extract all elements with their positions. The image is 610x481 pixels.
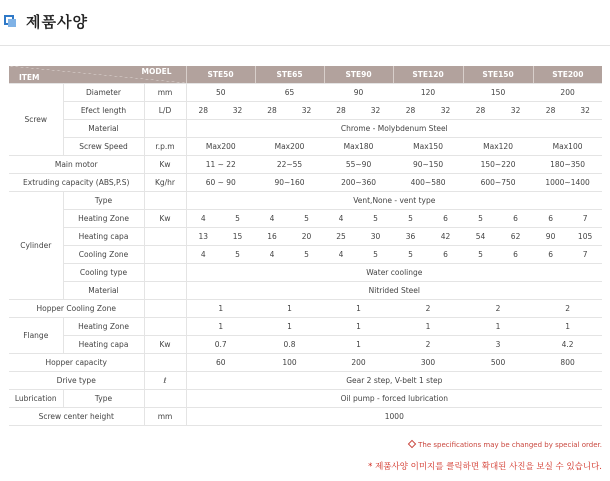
- value-cell: Max120: [463, 137, 533, 155]
- value-cell: Max200: [186, 137, 255, 155]
- value-cell: Gear 2 step, V-belt 1 step: [186, 371, 602, 389]
- group-label-lubrication: Lubrication: [9, 389, 63, 407]
- value-cell: 36: [393, 227, 428, 245]
- model-ste150: STE150: [463, 66, 533, 83]
- value-cell: 5: [289, 209, 324, 227]
- row-label: Heating Zone: [63, 317, 144, 335]
- page-header: [0, 0, 610, 46]
- value-cell: 2: [463, 299, 533, 317]
- model-ste200: STE200: [533, 66, 602, 83]
- table-row: [9, 173, 602, 191]
- value-cell: 400~580: [393, 173, 463, 191]
- value-cell: 200: [533, 83, 602, 101]
- value-cell: 60: [186, 353, 255, 371]
- row-unit: Kw: [144, 209, 186, 227]
- value-cell: 5: [358, 209, 393, 227]
- value-cell: 5: [220, 245, 255, 263]
- row-unit: [144, 281, 186, 299]
- model-ste120: STE120: [393, 66, 463, 83]
- value-cell: 90~150: [393, 155, 463, 173]
- value-cell: 4: [186, 209, 220, 227]
- value-cell: 1: [186, 299, 255, 317]
- value-cell: 6: [533, 209, 568, 227]
- value-cell: 32: [498, 101, 533, 119]
- value-cell: 60 ~ 90: [186, 173, 255, 191]
- item-model-header: [9, 66, 186, 83]
- value-cell: 105: [568, 227, 602, 245]
- value-cell: 6: [498, 245, 533, 263]
- value-cell: 1: [324, 317, 393, 335]
- value-cell: 180~350: [533, 155, 602, 173]
- spec-change-note: [409, 441, 602, 449]
- value-cell: 20: [289, 227, 324, 245]
- value-cell: 6: [498, 209, 533, 227]
- row-label: Hopper capacity: [9, 353, 144, 371]
- table-row: [9, 281, 602, 299]
- value-cell: 1: [324, 299, 393, 317]
- table-row: [9, 263, 602, 281]
- value-cell: 6: [428, 245, 463, 263]
- value-cell: 150: [463, 83, 533, 101]
- value-cell: 32: [289, 101, 324, 119]
- value-cell: 4: [255, 245, 289, 263]
- value-cell: 5: [463, 245, 498, 263]
- value-cell: Max150: [393, 137, 463, 155]
- row-unit: Kw: [144, 155, 186, 173]
- row-unit: [144, 119, 186, 137]
- value-cell: 1000~1400: [533, 173, 602, 191]
- value-cell: 5: [289, 245, 324, 263]
- row-label: Diameter: [63, 83, 144, 101]
- row-unit: [144, 191, 186, 209]
- value-cell: 150~220: [463, 155, 533, 173]
- value-cell: 62: [498, 227, 533, 245]
- value-cell: 25: [324, 227, 358, 245]
- value-cell: 800: [533, 353, 602, 371]
- group-label-cylinder: Cylinder: [9, 191, 63, 299]
- value-cell: 22~55: [255, 155, 324, 173]
- value-cell: 2: [533, 299, 602, 317]
- row-unit: r.p.m: [144, 137, 186, 155]
- model-ste90: STE90: [324, 66, 393, 83]
- value-cell: 32: [358, 101, 393, 119]
- item-header: ITEM: [19, 72, 40, 82]
- row-label: Cooling type: [63, 263, 144, 281]
- row-label: Hopper Cooling Zone: [9, 299, 144, 317]
- value-cell: 1: [255, 317, 324, 335]
- row-unit: [144, 389, 186, 407]
- value-cell: Max180: [324, 137, 393, 155]
- row-label: Screw center height: [9, 407, 144, 425]
- row-unit: [144, 317, 186, 335]
- value-cell: 90: [533, 227, 568, 245]
- value-cell: 4: [324, 209, 358, 227]
- value-cell: 120: [393, 83, 463, 101]
- value-cell: 32: [428, 101, 463, 119]
- value-cell: 1: [324, 335, 393, 353]
- value-cell: 500: [463, 353, 533, 371]
- value-cell: 5: [358, 245, 393, 263]
- title-divider: [0, 45, 610, 46]
- table-row: [9, 245, 602, 263]
- value-cell: 32: [220, 101, 255, 119]
- row-label: Cooling Zone: [63, 245, 144, 263]
- value-cell: Oil pump - forced lubrication: [186, 389, 602, 407]
- model-ste65: STE65: [255, 66, 324, 83]
- table-row: [9, 389, 602, 407]
- value-cell: 6: [428, 209, 463, 227]
- table-row: [9, 317, 602, 335]
- value-cell: 28: [463, 101, 498, 119]
- row-unit: [144, 263, 186, 281]
- page-title: 제품사양: [26, 13, 88, 31]
- value-cell: Nitrided Steel: [186, 281, 602, 299]
- value-cell: 15: [220, 227, 255, 245]
- table-row: [9, 191, 602, 209]
- value-cell: 30: [358, 227, 393, 245]
- value-cell: 13: [186, 227, 220, 245]
- value-cell: 90~160: [255, 173, 324, 191]
- value-cell: 2: [393, 299, 463, 317]
- value-cell: Vent,None - vent type: [186, 191, 602, 209]
- diamond-bullet-icon: [408, 440, 416, 448]
- value-cell: 0.7: [186, 335, 255, 353]
- value-cell: 28: [324, 101, 358, 119]
- value-cell: 54: [463, 227, 498, 245]
- value-cell: 1: [393, 317, 463, 335]
- value-cell: 3: [463, 335, 533, 353]
- value-cell: 90: [324, 83, 393, 101]
- value-cell: 50: [186, 83, 255, 101]
- table-row: [9, 335, 602, 353]
- row-label: Efect length: [63, 101, 144, 119]
- header-row: [9, 66, 602, 83]
- model-header: MODEL: [141, 67, 172, 76]
- value-cell: 42: [428, 227, 463, 245]
- table-row: [9, 83, 602, 101]
- row-unit: [144, 227, 186, 245]
- value-cell: 1000: [186, 407, 602, 425]
- table-row: [9, 101, 602, 119]
- model-ste50: STE50: [186, 66, 255, 83]
- value-cell: 300: [393, 353, 463, 371]
- value-cell: 55~90: [324, 155, 393, 173]
- row-unit: [144, 245, 186, 263]
- value-cell: 0.8: [255, 335, 324, 353]
- row-unit: mm: [144, 83, 186, 101]
- row-unit: [144, 299, 186, 317]
- group-label-flange: Flange: [9, 317, 63, 353]
- value-cell: 7: [568, 245, 602, 263]
- row-label: Heating capa: [63, 227, 144, 245]
- table-row: [9, 299, 602, 317]
- row-label: Main motor: [9, 155, 144, 173]
- row-label: Heating Zone: [63, 209, 144, 227]
- value-cell: Max100: [533, 137, 602, 155]
- row-unit: ℓ: [144, 371, 186, 389]
- value-cell: 4: [324, 245, 358, 263]
- value-cell: 28: [393, 101, 428, 119]
- value-cell: 2: [393, 335, 463, 353]
- value-cell: 1: [255, 299, 324, 317]
- value-cell: 65: [255, 83, 324, 101]
- table-row: [9, 155, 602, 173]
- value-cell: 600~750: [463, 173, 533, 191]
- value-cell: 32: [568, 101, 602, 119]
- value-cell: Chrome - Molybdenum Steel: [186, 119, 602, 137]
- value-cell: 200~360: [324, 173, 393, 191]
- value-cell: 28: [255, 101, 289, 119]
- value-cell: 5: [393, 209, 428, 227]
- row-label: Material: [63, 119, 144, 137]
- value-cell: 1: [463, 317, 533, 335]
- value-cell: 11 ~ 22: [186, 155, 255, 173]
- row-label: Extruding capacity (ABS,P.S): [9, 173, 144, 191]
- value-cell: 100: [255, 353, 324, 371]
- table-row: [9, 371, 602, 389]
- row-unit: L/D: [144, 101, 186, 119]
- value-cell: 5: [393, 245, 428, 263]
- click-enlarge-note: * 제품사양 이미지를 클릭하면 확대된 사진을 보실 수 있습니다.: [368, 462, 602, 472]
- row-unit: mm: [144, 407, 186, 425]
- row-unit: Kg/hr: [144, 173, 186, 191]
- table-row: [9, 209, 602, 227]
- value-cell: 200: [324, 353, 393, 371]
- value-cell: 7: [568, 209, 602, 227]
- table-row: [9, 353, 602, 371]
- value-cell: 5: [220, 209, 255, 227]
- value-cell: 5: [463, 209, 498, 227]
- value-cell: 28: [533, 101, 568, 119]
- table-row: [9, 137, 602, 155]
- row-label: Screw Speed: [63, 137, 144, 155]
- value-cell: 1: [533, 317, 602, 335]
- row-label: Drive type: [9, 371, 144, 389]
- spec-table[interactable]: [9, 66, 602, 426]
- group-label-screw: Screw: [9, 83, 63, 155]
- row-label: Type: [63, 389, 144, 407]
- value-cell: 16: [255, 227, 289, 245]
- value-cell: 28: [186, 101, 220, 119]
- title-square-icon: [4, 15, 16, 27]
- table-row: [9, 227, 602, 245]
- row-label: Type: [63, 191, 144, 209]
- row-unit: Kw: [144, 335, 186, 353]
- spec-change-text: The specifications may be changed by special order.: [418, 441, 602, 449]
- table-row: [9, 119, 602, 137]
- value-cell: 1: [186, 317, 255, 335]
- value-cell: 4: [186, 245, 220, 263]
- value-cell: Water coolinge: [186, 263, 602, 281]
- value-cell: 6: [533, 245, 568, 263]
- table-row: [9, 407, 602, 425]
- row-label: Heating capa: [63, 335, 144, 353]
- value-cell: 4.2: [533, 335, 602, 353]
- row-label: Material: [63, 281, 144, 299]
- value-cell: Max200: [255, 137, 324, 155]
- value-cell: 4: [255, 209, 289, 227]
- row-unit: [144, 353, 186, 371]
